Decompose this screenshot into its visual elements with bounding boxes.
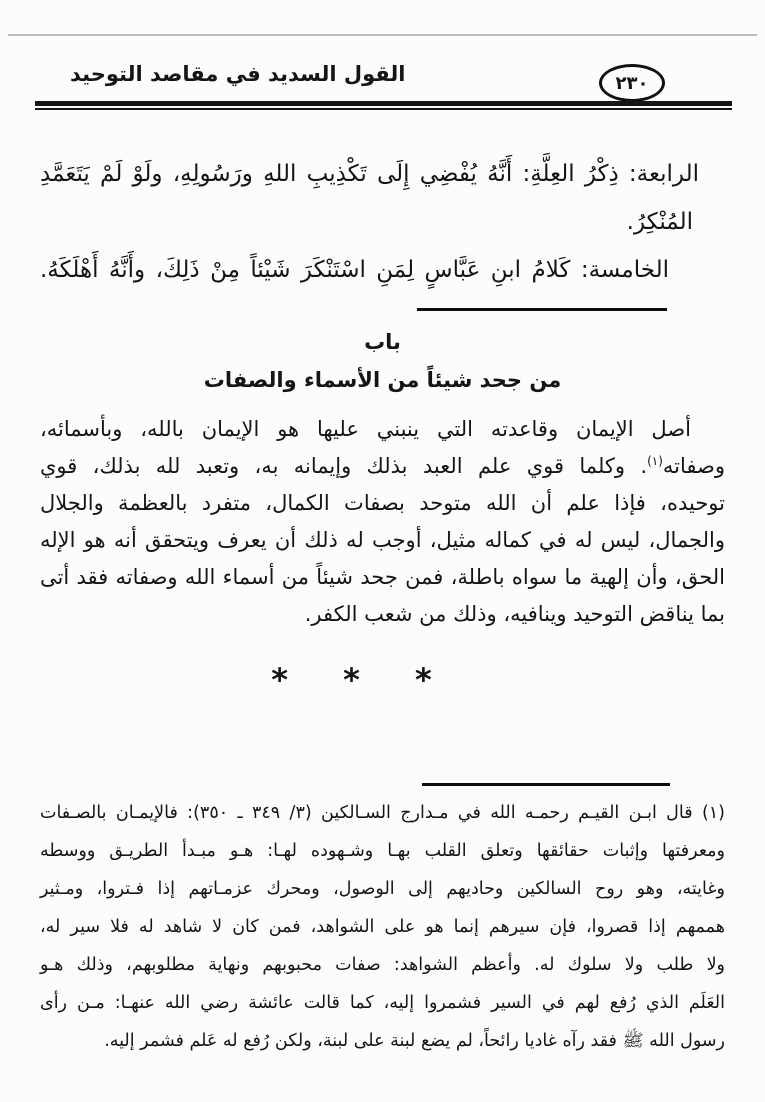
footnote-line: هممهم إذا قصروا، فإن سيرهم إنما هو على الشواهد، فمن كان لا شاهد له فلا سير له، — [40, 917, 725, 937]
commentary-text: وصفاته — [662, 454, 725, 478]
commentary-paragraph — [40, 411, 725, 633]
footnote-ref-marker: (١) — [647, 454, 663, 468]
footnote-line: رسول الله ﷺ فقد رآه غاديا رائحاً، لم يضع لبنة على لبنة، ولكن رُفع له عَلم فشمر إليه. — [104, 1031, 725, 1051]
page-number-badge — [599, 64, 665, 102]
footnote-line: العَلَم الذي رُفع لهم في السير فشمروا إليه، كما قالت عائشة رضي الله عنهـا: مـن رأى — [40, 993, 725, 1013]
chapter-title: من جحد شيئاً من الأسماء والصفات — [203, 368, 562, 392]
commentary-text: . وكلما قوي علم العبد بذلك وإيمانه به، وتعبد لله بذلك، قوي — [40, 454, 648, 478]
header-rule-thick — [35, 101, 732, 106]
commentary-line: أصل الإيمان وقاعدته التي ينبني عليها هو الإيمان بالله، وبأسمائه، — [40, 417, 691, 441]
footnote-line: وغايته، وهو روح السالكين وحاديهم إلى الوصول، ومحرك عزمـاتهم إذا فـتروا، ومـثير — [40, 879, 725, 899]
commentary-line: بما يناقض التوحيد وينافيه، وذلك من شعب الكفر. — [304, 602, 725, 626]
page-number: ٢٣٠ — [615, 72, 649, 94]
header-double-rule — [35, 101, 732, 110]
commentary-line: والجمال، ليس له في كماله مثيل، أوجب له ذلك أن يعرف ويتحقق أنه هو الإله — [40, 528, 725, 552]
top-edge-rule — [8, 34, 757, 36]
footnote-line: ومعرفتها وإثبات حقائقها وتعلق القلب بهـا وشـهوده لهـا: هـو مبـدأ الطريـق ووسطه — [40, 841, 725, 861]
bab-heading: باب — [364, 330, 401, 354]
section-divider-rule — [417, 308, 667, 311]
running-head-book-title: القول السديد في مقاصد التوحيد — [70, 62, 406, 86]
commentary-line: الحق، وأن إلهية ما سواه باطلة، فمن جحد شيئاً من أسماء الله وصفاته فقد أتى — [40, 565, 725, 589]
matn-line: الرابعة: ذِكْرُ العِلَّةِ: أَنَّهُ يُفْضِي إِلَى تَكْذِيبِ اللهِ ورَسُولِهِ، ولَوْ لَمْ يَتَعَمَّدِ — [40, 161, 699, 187]
footnote-line: ولا طلب ولا سلوك له. وأعظم الشواهد: صفات محبوبهم ونهاية مطلوبهم، وذلك هـو — [40, 955, 725, 975]
asterisk-divider: * * * — [271, 661, 454, 699]
footnote-block — [40, 794, 725, 1060]
header-rule-thin — [35, 108, 732, 110]
commentary-line: توحيده، فإذا علم أن الله متوحد بصفات الكمال، متفرد بالعظمة والجلال — [40, 491, 725, 515]
matn-paragraph — [40, 150, 725, 294]
commentary-line — [40, 448, 725, 485]
page-content — [40, 140, 725, 1060]
footnote-line: (١) قال ابـن القيـم رحمـه الله في مـدارج السـالكين (٣/ ٣٤٩ ـ ٣٥٠): فالإيمـان بالصـفات — [40, 803, 725, 823]
matn-line: المُنْكِرُ. — [626, 209, 693, 235]
footnote-separator-rule — [422, 783, 670, 786]
matn-line: الخامسة: كَلامُ ابنِ عَبَّاسٍ لِمَنِ اسْتَنْكَرَ شَيْئاً مِنْ ذَلِكَ، وأَنَّهُ أَهْلَكَهُ. — [40, 257, 669, 283]
